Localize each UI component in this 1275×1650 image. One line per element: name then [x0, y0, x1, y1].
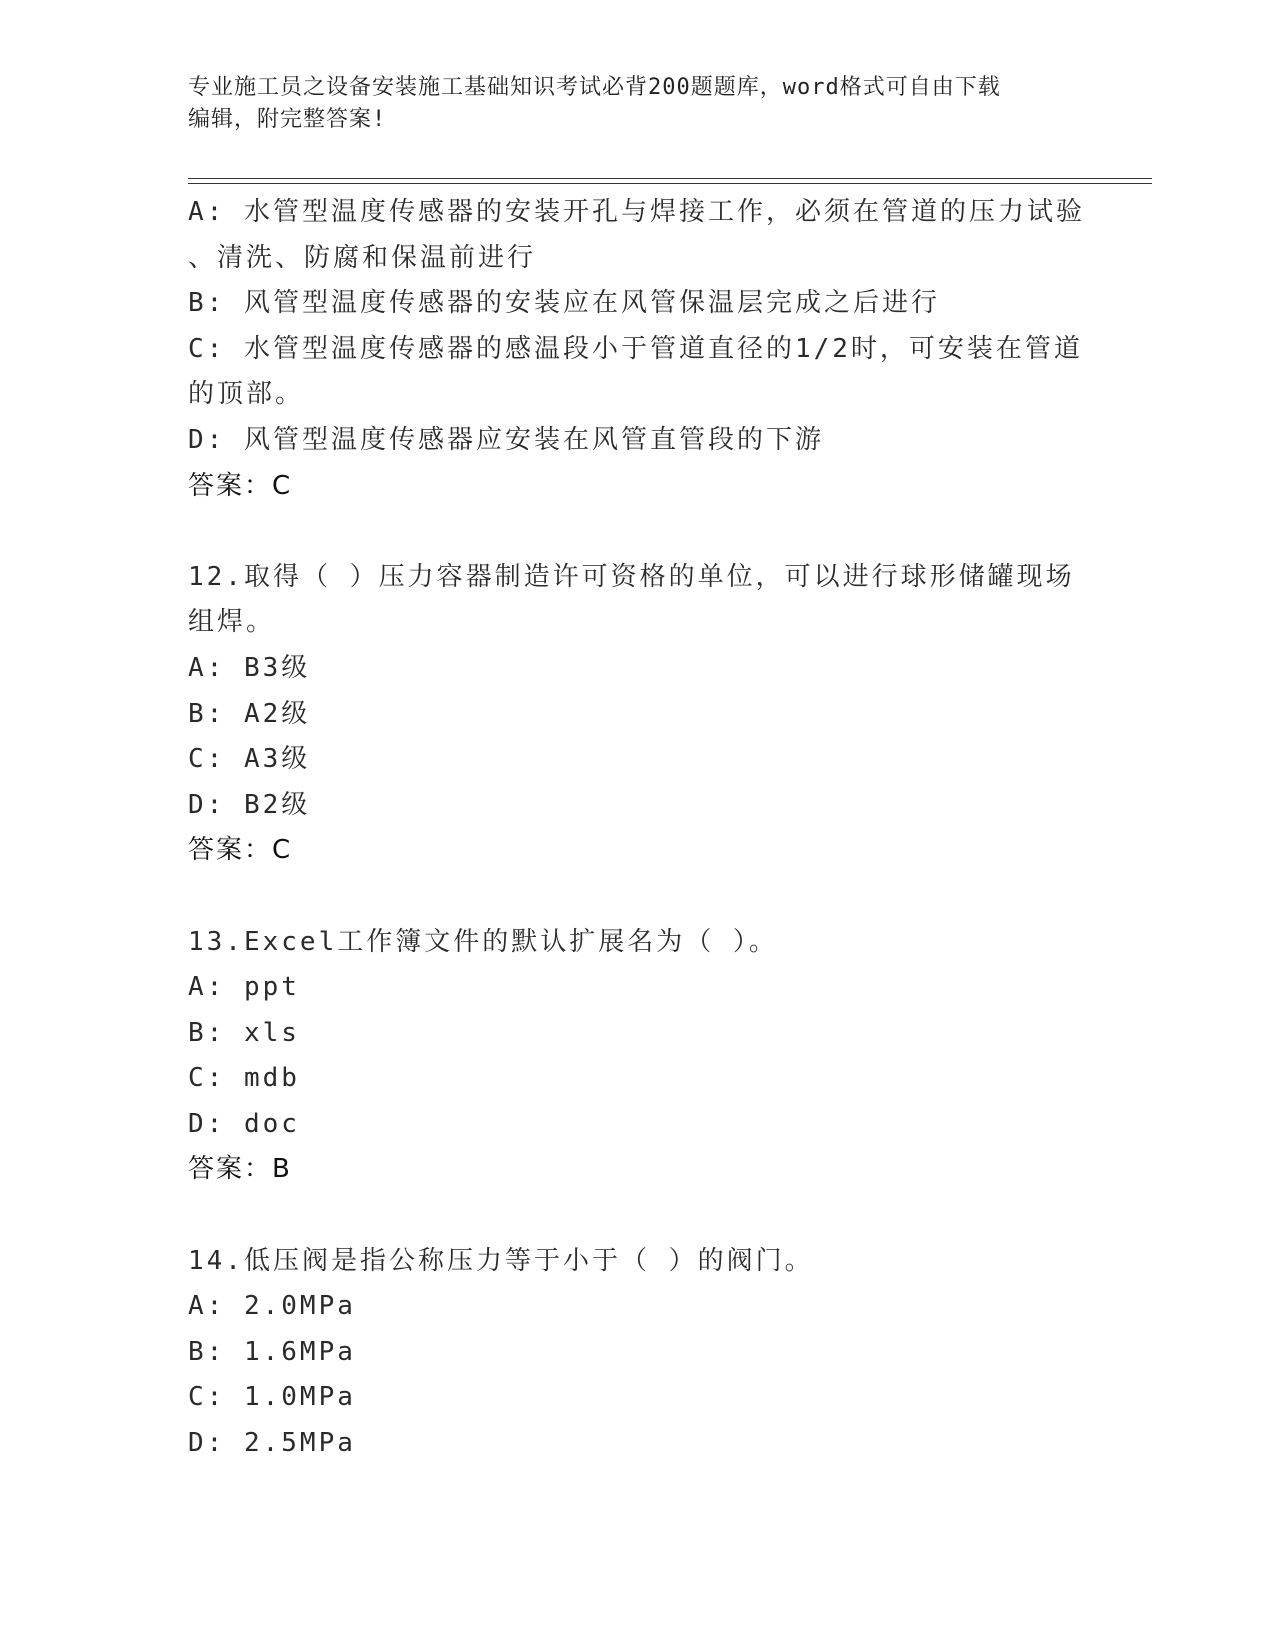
question-stem-line-2: 组焊。	[188, 607, 276, 638]
question-13-block	[188, 920, 1088, 1194]
option-c: C: A3级	[188, 744, 311, 775]
option-b: B: 风管型温度传感器的安装应在风管保温层完成之后进行	[188, 288, 940, 319]
question-stem: 14.低压阀是指公称压力等于小于（ ）的阀门。	[188, 1245, 814, 1276]
header-divider-bottom	[188, 183, 1152, 184]
answer-label: 答案：C	[188, 835, 293, 866]
option-a: A: B3级	[188, 652, 311, 683]
question-spacer	[188, 874, 1088, 920]
option-d: D: 风管型温度传感器应安装在风管直管段的下游	[188, 424, 824, 455]
option-c-line-2: 的顶部。	[188, 379, 305, 410]
option-a: A: ppt	[188, 972, 300, 1003]
question-spacer	[188, 1193, 1088, 1239]
answer-label: 答案：C	[188, 470, 293, 501]
option-c: C: mdb	[188, 1063, 300, 1094]
document-header	[188, 72, 1088, 136]
option-b: B: xls	[188, 1017, 300, 1048]
header-title-line-2: 编辑，附完整答案!	[188, 107, 387, 132]
option-d: D: doc	[188, 1108, 300, 1139]
option-a-line-1: A: 水管型温度传感器的安装开孔与焊接工作，必须在管道的压力试验	[188, 197, 1085, 227]
option-c-line-1: C: 水管型温度传感器的感温段小于管道直径的1/2时，可安装在管道	[188, 333, 1083, 364]
option-b: B: A2级	[188, 698, 311, 729]
question-list	[188, 190, 1088, 1467]
question-stem-line-1: 12.取得（ ）压力容器制造许可资格的单位，可以进行球形储罐现场	[188, 561, 1075, 592]
header-divider-top	[188, 178, 1152, 179]
option-c: C: 1.0MPa	[188, 1382, 356, 1413]
header-title-line-1: 专业施工员之设备安装施工基础知识考试必背200题题库，word格式可自由下载	[188, 75, 1001, 100]
option-a-line-2: 、清洗、防腐和保温前进行	[188, 242, 537, 273]
option-b: B: 1.6MPa	[188, 1336, 356, 1367]
option-d: D: B2级	[188, 789, 311, 820]
option-a: A: 2.0MPa	[188, 1291, 356, 1322]
answer-label: 答案：B	[188, 1154, 292, 1185]
option-d: D: 2.5MPa	[188, 1428, 356, 1459]
question-spacer	[188, 509, 1088, 555]
question-14-block	[188, 1239, 1088, 1467]
question-stem: 13.Excel工作簿文件的默认扩展名为（ ）。	[188, 926, 778, 957]
question-12-block	[188, 555, 1088, 874]
question-11-block	[188, 190, 1088, 509]
